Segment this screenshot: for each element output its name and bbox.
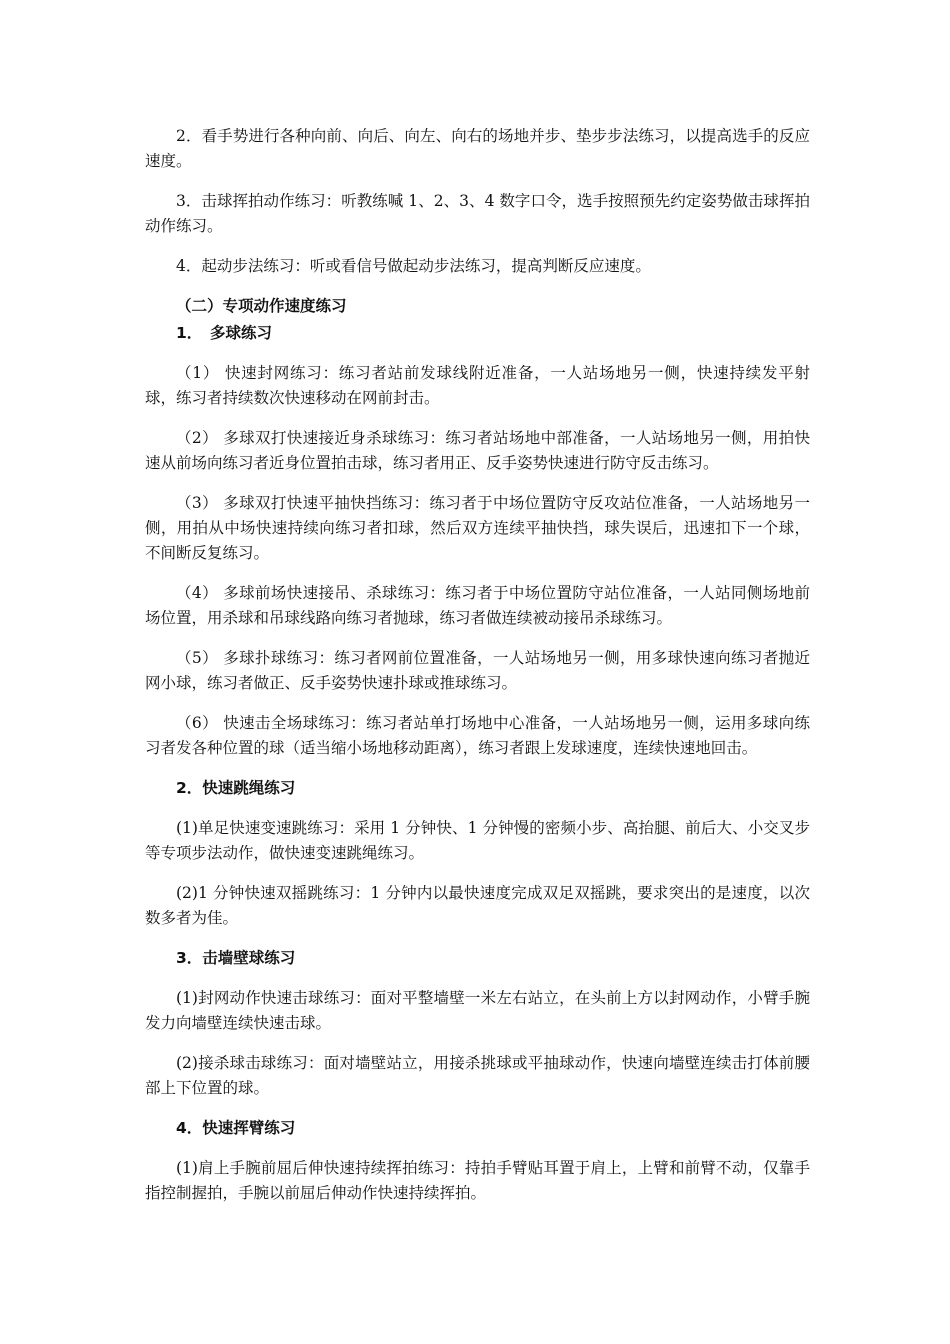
section-heading-special-speed: （二）专项动作速度练习 (176, 297, 347, 315)
document-body (145, 124, 810, 1221)
para-wrist-flex: (1)肩上手腕前屈后伸快速持续挥拍练习：持拍手臂贴耳置于肩上，上臂和前臂不动，仅靠手指控制握拍，手腕以前屈后伸动作快速持续挥拍。 (145, 1159, 810, 1202)
subheading-jump-rope: 2．快速跳绳练习 (176, 779, 296, 797)
para-start-footwork: 4．起动步法练习：听或看信号做起动步法练习，提高判断反应速度。 (176, 257, 651, 275)
para-net-kill: （5） 多球扑球练习：练习者网前位置准备，一人站场地另一侧，用多球快速向练习者抛近网小球，练习者做正、反手姿势快速扑球或推球练习。 (145, 649, 810, 692)
subheading-wall-ball: 3．击墙壁球练习 (176, 949, 296, 967)
para-double-under: (2)1 分钟快速双摇跳练习：1 分钟内以最快速度完成双足双摇跳，要求突出的是速度，以次数多者为佳。 (145, 884, 810, 927)
para-wall-smash-receive: (2)接杀球击球练习：面对墙壁站立，用接杀挑球或平抽球动作，快速向墙壁连续击打体前腰部上下位置的球。 (145, 1054, 810, 1097)
para-swing-racket-drill: 3．击球挥拍动作练习：听教练喊 1、2、3、4 数字口令，选手按照预先约定姿势做击球挥拍动作练习。 (145, 192, 810, 235)
para-body-smash-defense: （2） 多球双打快速接近身杀球练习：练习者站场地中部准备，一人站场地另一侧，用拍快速从前场向练习者近身位置拍击球，练习者用正、反手姿势快速进行防守反击练习。 (145, 429, 810, 472)
para-wall-net-action: (1)封网动作快速击球练习：面对平整墙壁一米左右站立，在头前上方以封网动作，小臂手腕发力向墙壁连续快速击球。 (145, 989, 810, 1032)
para-hand-signal-footwork: 2．看手势进行各种向前、向后、向左、向右的场地并步、垫步步法练习，以提高选手的反应速度。 (145, 127, 810, 170)
para-single-foot-rope: (1)单足快速变速跳练习：采用 1 分钟快、1 分钟慢的密频小步、高抬腿、前后大、小交叉步等专项步法动作，做快速变速跳绳练习。 (145, 819, 810, 862)
subheading-multi-ball: 1． 多球练习 (176, 324, 273, 342)
para-frontcourt-drop-smash: （4） 多球前场快速接吊、杀球练习：练习者于中场位置防守站位准备，一人站同侧场地前场位置，用杀球和吊球线路向练习者抛球，练习者做连续被动接吊杀球练习。 (145, 584, 810, 627)
para-full-court: （6） 快速击全场球练习：练习者站单打场地中心准备，一人站场地另一侧，运用多球向练习者发各种位置的球（适当缩小场地移动距离），练习者跟上发球速度，连续快速地回击。 (145, 714, 810, 757)
para-net-block: （1） 快速封网练习：练习者站前发球线附近准备，一人站场地另一侧，快速持续发平射球，练习者持续数次快速移动在网前封击。 (145, 364, 810, 407)
para-drive-block: （3） 多球双打快速平抽快挡练习：练习者于中场位置防守反攻站位准备，一人站场地另一侧，用拍从中场快速持续向练习者扣球，然后双方连续平抽快挡，球失误后，迅速扣下一个球，不间断反复练习。 (145, 494, 810, 562)
subheading-arm-swing: 4．快速挥臂练习 (176, 1119, 296, 1137)
